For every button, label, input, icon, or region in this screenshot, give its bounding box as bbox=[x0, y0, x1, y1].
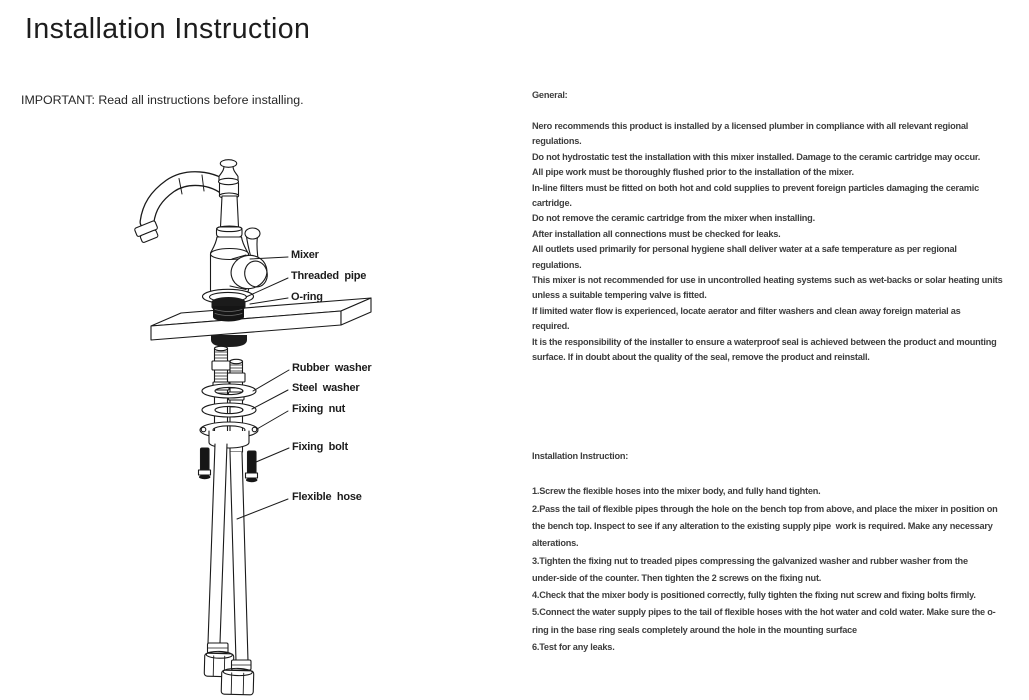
text-line: 3.Tighten the fixing nut to treaded pipes compressing the galvanized washer and rubber washer from the bbox=[532, 555, 968, 566]
text-line: regulations. bbox=[532, 259, 582, 270]
part-label-fixing-bolt: Fixing bolt bbox=[292, 441, 349, 453]
text-line: cartridge. bbox=[532, 198, 572, 209]
fixing-nut bbox=[200, 422, 258, 448]
text-line: the bench top. Inspect to see if any alteration to the existing supply pipe work is required. Make any necessary bbox=[532, 521, 993, 531]
flexible-hoses bbox=[204, 444, 254, 695]
part-label-rubber-washer: Rubber washer bbox=[292, 362, 372, 374]
part-label-flexible-hose: Flexible hose bbox=[292, 491, 362, 503]
part-label-mixer: Mixer bbox=[291, 249, 319, 261]
text-line: This mixer is not recommended for use in uncontrolled heating systems such as wet-backs or solar heating units bbox=[532, 275, 1003, 286]
general-heading: General: bbox=[532, 90, 568, 100]
part-label-threaded-pipe: Threaded pipe bbox=[291, 270, 367, 282]
bench-top bbox=[151, 298, 371, 340]
text-line: ring in the base ring seals completely around the hole in the mounting surface bbox=[532, 624, 857, 635]
text-line: All pipe work must be thoroughly flushed prior to the installation of the mixer. bbox=[532, 167, 854, 178]
rubber-washer bbox=[202, 384, 256, 398]
text-line: 4.Check that the mixer body is positioned correctly, fully tighten the fixing nut screw and fixing bolts firmly. bbox=[532, 590, 976, 601]
text-line: 5.Connect the water supply pipes to the tail of flexible hoses with the hot water and cold water. Make sure the o- bbox=[532, 607, 996, 618]
text-line: under-side of the counter. Then tighten the 2 screws on the fixing nut. bbox=[532, 572, 822, 583]
general-text bbox=[532, 119, 1029, 366]
instructions-column bbox=[532, 88, 1029, 656]
text-line: alterations. bbox=[532, 538, 579, 549]
page-title: Installation Instruction bbox=[25, 13, 311, 45]
text-line: In-line filters must be fitted on both hot and cold supplies to prevent foreign particles damaging the ceramic bbox=[532, 182, 979, 193]
installation-steps bbox=[532, 483, 1029, 656]
text-line: required. bbox=[532, 321, 570, 332]
text-line: 6.Test for any leaks. bbox=[532, 642, 615, 653]
text-line: Do not remove the ceramic cartridge from the mixer when installing. bbox=[532, 213, 815, 224]
part-label-o-ring: O-ring bbox=[291, 291, 323, 303]
important-note: IMPORTANT: Read all instructions before installing. bbox=[21, 93, 304, 107]
text-line: 1.Screw the flexible hoses into the mixer body, and fully hand tighten. bbox=[532, 486, 821, 497]
text-line: Nero recommends this product is installed by a licensed plumber in compliance with all relevant regional bbox=[532, 121, 969, 131]
text-line: unless a suitable tempering valve is fitted. bbox=[532, 290, 707, 301]
part-label-steel-washer: Steel washer bbox=[292, 382, 360, 394]
text-line: It is the responsibility of the installer to ensure a waterproof seal is achieved between the product and mounting bbox=[532, 336, 997, 347]
steel-washer bbox=[202, 403, 256, 417]
text-line: Do not hydrostatic test the installation with this mixer installed. Damage to the ceramic cartridge may occur. bbox=[532, 151, 981, 162]
text-line: After installation all connections must be checked for leaks. bbox=[532, 228, 781, 239]
fixing-bolts bbox=[199, 448, 258, 482]
text-line: 2.Pass the tail of flexible pipes through the hole on the bench top from above, and place the mixer in position on bbox=[532, 503, 998, 514]
part-label-fixing-nut: Fixing nut bbox=[292, 403, 346, 415]
text-line: If limited water flow is experienced, locate aerator and filter washers and clean away foreign material as bbox=[532, 305, 961, 316]
text-line: All outlets used primarily for personal hygiene shall deliver water at a safe temperature as per regional bbox=[532, 244, 957, 255]
text-line: regulations. bbox=[532, 136, 582, 147]
text-line: surface. If in doubt about the quality of the seal, remove the product and reinstall. bbox=[532, 352, 870, 363]
under-bench-collar bbox=[211, 335, 247, 347]
mixer-tap bbox=[134, 160, 271, 322]
installation-heading: Installation Instruction: bbox=[532, 450, 629, 461]
